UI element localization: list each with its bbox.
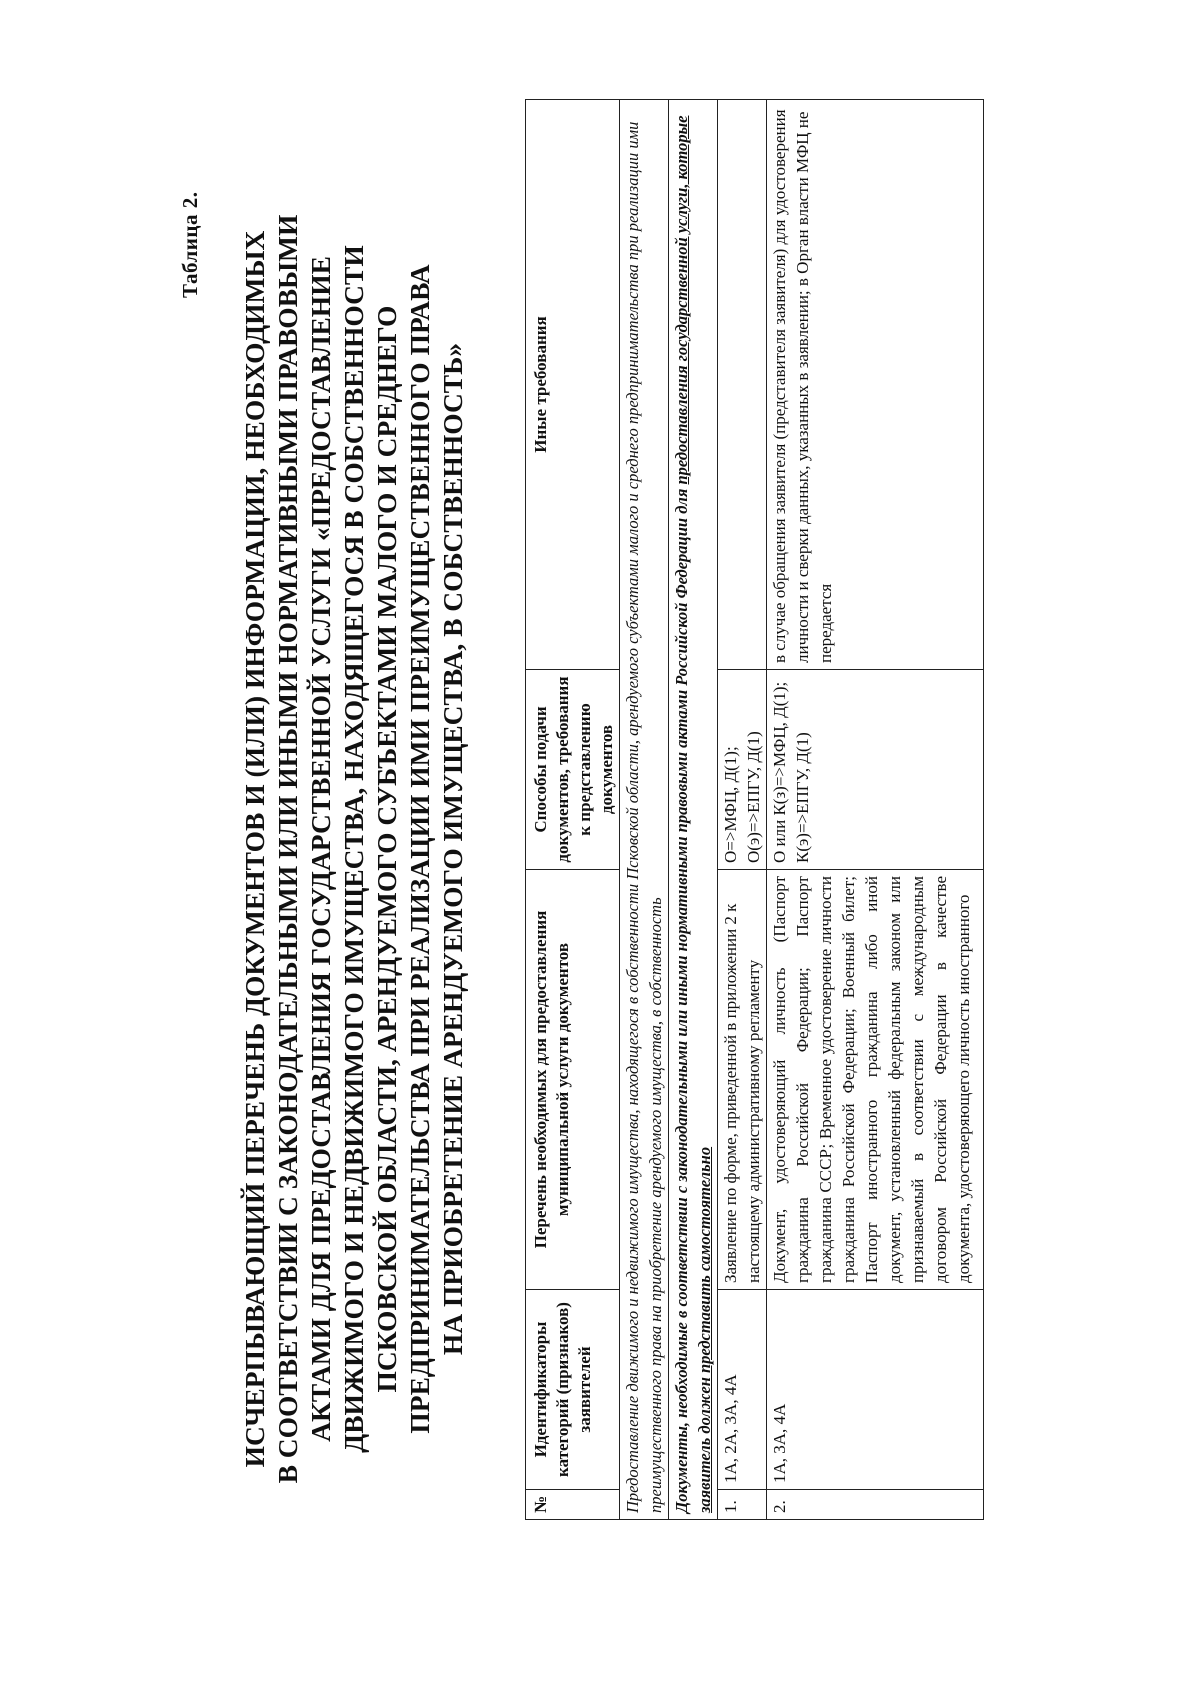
table-row [718, 100, 767, 1520]
section-required-docs [669, 100, 718, 1520]
header-other: Иные требования [526, 100, 620, 670]
title-line: АКТАМИ ДЛЯ ПРЕДОСТАВЛЕНИЯ ГОСУДАРСТВЕННОЙ УСЛУГИ «ПРЕДОСТАВЛЕНИЕ [305, 256, 336, 1442]
section-text: Документы, необходимые в соответствии с законодательными или иными нормативными правовыми актами Российской Федерации для [672, 484, 691, 1513]
title-line: ДВИЖИМОГО И НЕДВИЖИМОГО ИМУЩЕСТВА, НАХОДЯЩЕГОСЯ В СОБСТВЕННОСТИ [338, 245, 369, 1453]
header-list: Перечень необходимых для предоставления муниципальной услуги документов [526, 870, 620, 1290]
section-text-underlined: предоставления государственной услуги, которые заявитель должен представить самостоятельно [672, 115, 714, 1513]
section-row [620, 100, 669, 1520]
row-other: в случае обращения заявителя (представителя заявителя) для удостоверения личности и сверки данных, указанных в заявлении; в Орган власти МФЦ не передается [767, 100, 984, 670]
row-list [767, 870, 984, 1290]
row-num: 2. [767, 1490, 984, 1520]
title-line: ПСКОВСКОЙ ОБЛАСТИ, АРЕНДУЕМОГО СУБЪЕКТАМИ МАЛОГО И СРЕДНЕГО [371, 305, 402, 1393]
table-header-row [526, 100, 620, 1520]
title-line: В СООТВЕТСТВИИ С ЗАКОНОДАТЕЛЬНЫМИ ИЛИ ИНЫМИ НОРМАТИВНЫМИ ПРАВОВЫМИ [272, 214, 303, 1484]
row-other [718, 100, 767, 670]
documents-table [525, 99, 984, 1520]
table-caption: Таблица 2. [178, 191, 202, 298]
section-service-name: Предоставление движимого и недвижимого имущества, находящегося в собственности Псковской области, арендуемого субъектами малого и среднего предпринимательства при реализации ими преимущественного права на приобретение арендуемого имущества, в собственность [620, 100, 669, 1520]
title-line: ПРЕДПРИНИМАТЕЛЬСТВА ПРИ РЕАЛИЗАЦИИ ИМИ ПРЕИМУЩЕСТВЕННОГО ПРАВА [404, 264, 435, 1434]
table-row [767, 100, 984, 1520]
row-ids: 1А, 2А, 3А, 4А [718, 1290, 767, 1490]
row-ways: О или К(з)=>МФЦ, Д(1); К(э)=>ЕПГУ, Д(1) [767, 670, 984, 870]
section-row [669, 100, 718, 1520]
header-num: № [526, 1490, 620, 1520]
row-list-text: Документ, удостоверяющий личность (Паспорт гражданина Российской Федерации; Паспорт гражданина СССР; Временное удостоверение личности гражданина Российской Федерации; Военный билет; Паспорт иностранного гражданина либо иной документ, установленный федеральным законом или признаваемый в соответствии с международным договором Российской Федерации в качестве документа, удостоверяющего личность иностранного [770, 876, 973, 1283]
row-list: Заявление по форме, приведенной в приложении 2 к настоящему административному регламенту [718, 870, 767, 1290]
header-ids: Идентификаторы категорий (признаков) заявителей [526, 1290, 620, 1490]
document-title [238, 0, 469, 1698]
header-ways: Способы подачи документов, требования к представлению документов [526, 670, 620, 870]
row-ids: 1А, 3А, 4А [767, 1290, 984, 1490]
title-line: НА ПРИОБРЕТЕНИЕ АРЕНДУЕМОГО ИМУЩЕСТВА, В СОБСТВЕННОСТЬ» [437, 342, 468, 1356]
title-line: ИСЧЕРПЫВАЮЩИЙ ПЕРЕЧЕНЬ ДОКУМЕНТОВ И (ИЛИ) ИНФОРМАЦИИ, НЕОБХОДИМЫХ [239, 230, 270, 1468]
row-num: 1. [718, 1490, 767, 1520]
row-ways: О=>МФЦ, Д(1); О(э)=>ЕПГУ, Д(1) [718, 670, 767, 870]
